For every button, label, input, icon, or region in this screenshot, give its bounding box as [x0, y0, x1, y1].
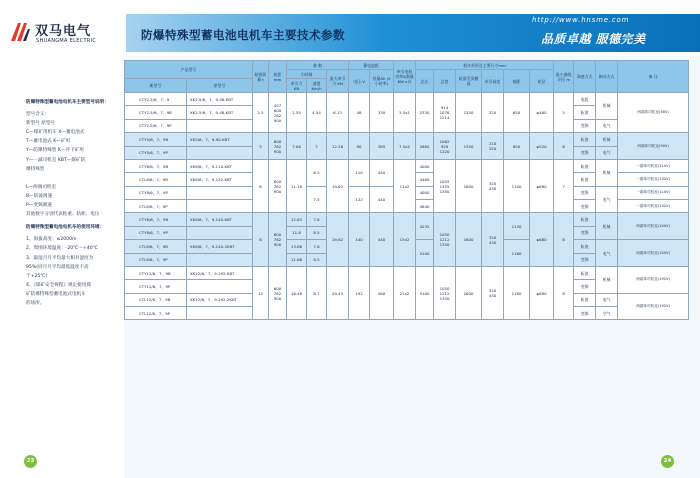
remark-cell: 两端单司机室(140V) — [618, 240, 689, 267]
table-row — [125, 213, 689, 226]
page-title: 防爆特殊型蓄电池电机车主要技术参数 — [141, 28, 345, 42]
rail-height-cell: 1550 — [456, 133, 482, 160]
old-model-cell — [187, 307, 253, 320]
model-explanation-lines — [26, 110, 126, 219]
speed-control-cell: 变频 — [574, 146, 596, 159]
voltage-cell: 192 — [349, 266, 370, 320]
speed-control-cell: 斩波 — [574, 173, 596, 186]
length-cell: 4640 — [416, 200, 434, 213]
remark-cell: 一端单司机室(132V) — [618, 173, 689, 186]
speed-control-cell: 斩波 — [574, 293, 596, 306]
capacity-cell: 440 — [370, 186, 394, 213]
wheelbase-cell: 1160 — [504, 240, 530, 267]
old-model-cell: XK5/6、7、9-90-KBT — [187, 133, 253, 146]
width-cell: 1050 1212 1350 — [434, 213, 456, 267]
weight-cell: 5 — [253, 133, 269, 160]
capacity-cell: 440 — [370, 213, 394, 267]
new-model-cell: CTY8/6、7、9P — [125, 186, 187, 199]
coupling-cell: 210 320 — [482, 133, 504, 160]
new-model-cell: CTY5/6、7、9B — [125, 133, 187, 146]
brake-cell: 电气 — [596, 146, 618, 159]
remark-cell: 一端单司机室(110V) — [618, 159, 689, 172]
length-cell: 4000 — [416, 159, 434, 172]
note-line: 新型号 原型号 — [26, 121, 56, 127]
motor-cell: 7.5x2 — [394, 133, 416, 160]
logo-subtext: SHUANGMA ELECTRIC — [36, 38, 97, 44]
radius-cell: 8 — [554, 213, 574, 267]
new-model-cell: CTL8/6、7、9B — [125, 173, 187, 186]
brake-cell: 电气 — [596, 119, 618, 132]
header-remark: 备 注 — [618, 61, 689, 93]
new-model-cell: CTY2.5/6、7、9P — [125, 119, 187, 132]
note-line: 1、海拔高度：≤2000m — [26, 237, 77, 243]
new-model-cell: CTY2.5/6、7、9 — [125, 93, 187, 106]
new-model-cell: CTY8/6、7、9B — [125, 213, 187, 226]
rail-height-cell: 1550 — [456, 93, 482, 133]
weight-cell: 8 — [253, 213, 269, 267]
remark-cell: 两端单司机室(192V) — [618, 293, 689, 320]
left-notes-panel — [26, 98, 126, 308]
speed-cell: 4.54 — [307, 93, 327, 133]
wheel-cell: φ460 — [530, 93, 554, 133]
note-line: B—斩波调速 — [26, 193, 53, 199]
table-row — [125, 133, 689, 146]
header-traction-force: 牵引力 KN — [287, 79, 307, 93]
header-adhesive-weight: 粘着质量 t — [253, 61, 269, 93]
note-line: 于+25℃) — [26, 273, 48, 279]
length-cell: 2330 — [416, 93, 434, 133]
model-explanation-title: 防爆特殊型蓄电池电机车主要型号说明： — [26, 100, 109, 105]
header-old-model: 原型号 — [187, 79, 253, 93]
weight-cell: 2.5 — [253, 93, 269, 133]
new-model-cell: CTL8/6、7、9P — [125, 253, 187, 266]
voltage-cell: 90 — [349, 133, 370, 160]
note-line: 3、最湿月月平均最大相对湿度为 — [26, 255, 94, 261]
header-wheel-dia: 轮径 — [530, 70, 554, 93]
gauge-cell: 600 762 900 — [269, 159, 287, 213]
length-cell: 5100 — [416, 266, 434, 320]
speed-control-cell: 电阻 — [574, 93, 596, 106]
note-line: 4、《煤矿安全规程》规定使用煤 — [26, 282, 91, 288]
old-model-cell: XK2.5/6、7、9-48-KBT — [187, 106, 253, 119]
old-model-cell: XK2.5/6、7、9-48-KBT — [187, 93, 253, 106]
wheel-cell: φ680 — [530, 213, 554, 267]
capacity-cell: 560 — [370, 266, 394, 320]
voltage-cell: 48 — [349, 93, 370, 133]
header-speed-control: 调速方式 — [574, 61, 596, 93]
note-line: Y—一减司机室 KBT—煤矿防 — [26, 157, 86, 163]
speed-cell: 7.5 — [307, 186, 327, 213]
speed-cell: 8.7 — [307, 266, 327, 320]
note-line: 2、周围环境温度：-20℃～+40℃ — [26, 246, 98, 252]
header-product-model: 产品型号 — [125, 61, 253, 79]
length-cell: 5100 — [416, 240, 434, 267]
brake-cell: 电气 — [596, 186, 618, 213]
header-capacity: 容量Ah (5小时率) — [370, 70, 394, 93]
radius-cell: 6 — [554, 133, 574, 160]
tech-params-table-wrapper — [124, 60, 668, 320]
traction-cell: 12.83 — [287, 213, 307, 226]
speed-control-cell: 变频 — [574, 200, 596, 213]
page-number-right: 24 — [661, 455, 674, 468]
old-model-cell — [187, 146, 253, 159]
traction-cell: 11.18 — [287, 159, 307, 213]
coupling-cell: 320 430 — [482, 213, 504, 267]
header-voltage: 电压 V — [349, 70, 370, 93]
new-model-cell: CTY5/6、7、9P — [125, 146, 187, 159]
traction-cell: 13.86 — [287, 240, 307, 253]
wheelbase-cell: 850 — [504, 133, 530, 160]
new-model-cell: CTL8/6、7、9P — [125, 200, 187, 213]
gauge-cell: 600 762 900 — [269, 213, 287, 267]
traction-cell: 7.06 — [287, 133, 307, 160]
speed-control-cell: 斩波 — [574, 240, 596, 253]
old-model-cell — [187, 200, 253, 213]
new-model-cell: CTY12/6、7、9P — [125, 280, 187, 293]
speed-control-cell: 变频 — [574, 307, 596, 320]
remark-cell: 两端单司机室(140V) — [618, 213, 689, 240]
note-line: 矿防爆特殊型蓄电池式电机车 — [26, 291, 86, 297]
width-cell: 1055 1355 1350 — [434, 159, 456, 213]
old-model-cell — [187, 280, 253, 293]
header-params: 参 数 — [287, 61, 349, 70]
rail-height-cell: 1600 — [456, 159, 482, 213]
header-battery: 蓄电池组 — [349, 61, 394, 70]
speed-cell: 7.8 — [307, 240, 327, 253]
table-row — [125, 93, 689, 106]
old-model-cell — [187, 186, 253, 199]
new-model-cell: CTL8/6、7、9B — [125, 240, 187, 253]
brake-cell: 电气 — [596, 240, 618, 267]
max-traction-cell: 29.43 — [327, 266, 349, 320]
header-coupling-height: 牵引高度 — [482, 70, 504, 93]
speed-control-cell: 斩波 — [574, 213, 596, 226]
length-cell: 4000 — [416, 186, 434, 199]
speed-control-cell: 变频 — [574, 253, 596, 266]
capacity-cell: 385 — [370, 133, 394, 160]
capacity-cell: 440 — [370, 159, 394, 186]
note-line: 的场所。 — [26, 300, 45, 306]
speed-control-cell: 斩波 — [574, 106, 596, 119]
old-model-cell — [187, 226, 253, 239]
brake-cell: 机械 — [596, 266, 618, 293]
header-track-gauge: 轨距 mm — [269, 61, 287, 93]
wheelbase-cell: 1180 — [504, 266, 530, 320]
old-model-cell: XK12/6、7、9-192-2KBT — [187, 293, 253, 306]
new-model-cell: CTY8/6、7、9B — [125, 159, 187, 172]
new-model-cell: CTL12/6、7、9B — [125, 293, 187, 306]
note-line: T—蓄电池式 K—矿用 — [26, 139, 71, 145]
old-model-cell: XK12/6、7、9-192-KBT — [187, 266, 253, 279]
speed-cell: 6.2 — [307, 159, 327, 186]
remark-cell: 两端单司机室(90V) — [618, 133, 689, 160]
brake-cell: 机械 — [596, 213, 618, 240]
header-motor-power: 牵引电机功率&数量 KW x台 — [394, 61, 416, 93]
environment-lines — [26, 235, 126, 308]
wheel-cell: φ680 — [530, 266, 554, 320]
header-width: 总宽 — [434, 70, 456, 93]
remark-cell: 两端单司机室(192V) — [618, 266, 689, 293]
radius-cell: 7 — [554, 159, 574, 213]
wheel-cell: φ520 — [530, 133, 554, 160]
old-model-cell: XK8/6、7、9-140-2KBT — [187, 240, 253, 253]
brake-cell: 机械 — [596, 133, 618, 146]
header-min-radius: 最小曲线半径 m — [554, 61, 574, 93]
coupling-cell: 320 — [482, 93, 504, 133]
new-model-cell: CTY12/6、7、9B — [125, 266, 187, 279]
note-line: P—变频调速 — [26, 203, 52, 209]
speed-control-cell: 斩波 — [574, 266, 596, 279]
note-line — [26, 174, 126, 183]
rail-height-cell: 1600 — [456, 213, 482, 267]
old-model-cell: XK8/6、7、9-132-KBT — [187, 173, 253, 186]
environment-title: 防爆特殊型蓄电池电机车的使用环境： — [26, 225, 105, 231]
old-model-cell — [187, 253, 253, 266]
speed-control-cell: 斩波 — [574, 159, 596, 172]
wheelbase-cell: 650 — [504, 93, 530, 133]
page-header — [0, 0, 700, 52]
wheel-cell: φ680 — [530, 159, 554, 213]
coupling-cell: 320 430 — [482, 159, 504, 213]
voltage-cell: 132 — [349, 186, 370, 213]
header-max-traction: 最大牵引力 KN — [327, 70, 349, 93]
capacity-cell: 330 — [370, 93, 394, 133]
brake-cell: 电气 — [596, 293, 618, 306]
new-model-cell: CTY8/6、7、9P — [125, 226, 187, 239]
rail-height-cell: 1600 — [456, 266, 482, 320]
coupling-cell: 320 430 — [482, 266, 504, 320]
speed-control-cell: 变频 — [574, 280, 596, 293]
speed-cell: 7.8 — [307, 213, 327, 226]
header-hourly: 小时制 — [287, 70, 327, 79]
header-dimensions: 机车外形及主要尺寸mm — [416, 61, 554, 70]
slogan: 品质卓越 服德完美 — [541, 32, 646, 46]
width-cell: 1062 920 1220 — [434, 133, 456, 160]
page-number-left: 23 — [24, 455, 37, 468]
voltage-cell: 110 — [349, 159, 370, 186]
speed-cell: 8.5 — [307, 253, 327, 266]
motor-cell: 15x2 — [394, 213, 416, 267]
old-model-cell — [187, 119, 253, 132]
table-row — [125, 266, 689, 279]
speed-control-cell: 斩波 — [574, 133, 596, 146]
radius-cell: 5 — [554, 93, 574, 133]
remark-cell: 两端单司机室(48V) — [618, 93, 689, 133]
note-line: 型号含义： — [26, 112, 49, 118]
speed-control-cell: 变频 — [574, 186, 596, 199]
note-line: C—煤矿用机车 X—蓄电池式 — [26, 130, 85, 136]
tech-params-table — [124, 60, 689, 320]
note-line: L—两端司机室 — [26, 184, 57, 190]
note-line: 95%(同月月平均最低温度不高 — [26, 264, 89, 270]
shuangma-logo-icon — [9, 21, 31, 43]
gauge-cell: 457 600 762 900 — [269, 93, 287, 133]
speed-cell: 7 — [307, 133, 327, 160]
remark-cell: 一端单司机室(132V) — [618, 200, 689, 213]
wheelbase-cell: 1100 — [504, 159, 530, 213]
voltage-cell: 140 — [349, 213, 370, 267]
length-cell: 2885 — [416, 133, 434, 160]
brake-cell: 机械 — [596, 159, 618, 186]
width-cell: 1050 1212 1350 — [434, 266, 456, 320]
website-url[interactable]: http://www.hnsme.com — [532, 16, 630, 24]
motor-cell: 11x2 — [394, 159, 416, 213]
max-traction-cell: 12.26 — [327, 133, 349, 160]
note-line: 爆特殊型 — [26, 166, 45, 172]
table-row — [125, 159, 689, 172]
motor-cell: 22x2 — [394, 266, 416, 320]
new-model-cell: CTL12/6、7、9P — [125, 307, 187, 320]
header-wheelbase: 轴距 — [504, 70, 530, 93]
motor-cell: 3.5x1 — [394, 93, 416, 133]
wheelbase-cell: 1130 — [504, 213, 530, 240]
max-traction-cell: 19.62 — [327, 213, 349, 267]
header-speed: 速度 Km/h — [307, 79, 327, 93]
speed-control-cell: 变频 — [574, 226, 596, 239]
brake-cell: 机械 — [596, 93, 618, 120]
weight-cell: 12 — [253, 266, 269, 320]
length-cell: 4460 — [416, 173, 434, 186]
traction-cell: 11.8 — [287, 226, 307, 239]
new-model-cell: CTY2.5/6、7、9B — [125, 106, 187, 119]
traction-cell: 2.55 — [287, 93, 307, 133]
old-model-cell: XK8/6、7、9-110-KBT — [187, 159, 253, 172]
header-length: 总长 — [416, 70, 434, 93]
brake-cell: 空气 — [596, 307, 618, 320]
logo-text: 双马电气 — [35, 24, 92, 39]
old-model-cell: XK8/6、7、9-140-KBT — [187, 213, 253, 226]
length-cell: 4235 — [416, 213, 434, 240]
remark-cell: 一端单司机室(110V) — [618, 186, 689, 199]
header-new-model: 新型号 — [125, 79, 187, 93]
header-brake: 制动方式 — [596, 61, 618, 93]
speed-control-cell: 变频 — [574, 119, 596, 132]
max-traction-cell: 19.62 — [327, 159, 349, 213]
radius-cell: 8 — [554, 266, 574, 320]
note-line: Y—防爆特殊型 K—井下矿用 — [26, 148, 84, 154]
width-cell: 914 1076 1214 — [434, 93, 456, 133]
header-rail-height: 轨面至顶棚高 — [456, 70, 482, 93]
gauge-cell: 600 762 900 — [269, 133, 287, 160]
traction-cell: 16.48 — [287, 266, 307, 320]
weight-cell: 8 — [253, 159, 269, 213]
note-line: 其他数字分别代表粘重、轨距、电压 — [26, 212, 100, 218]
speed-cell: 8.5 — [307, 226, 327, 239]
traction-cell: 11.86 — [287, 253, 307, 266]
max-traction-cell: 6.13 — [327, 93, 349, 133]
gauge-cell: 600 762 900 — [269, 266, 287, 320]
